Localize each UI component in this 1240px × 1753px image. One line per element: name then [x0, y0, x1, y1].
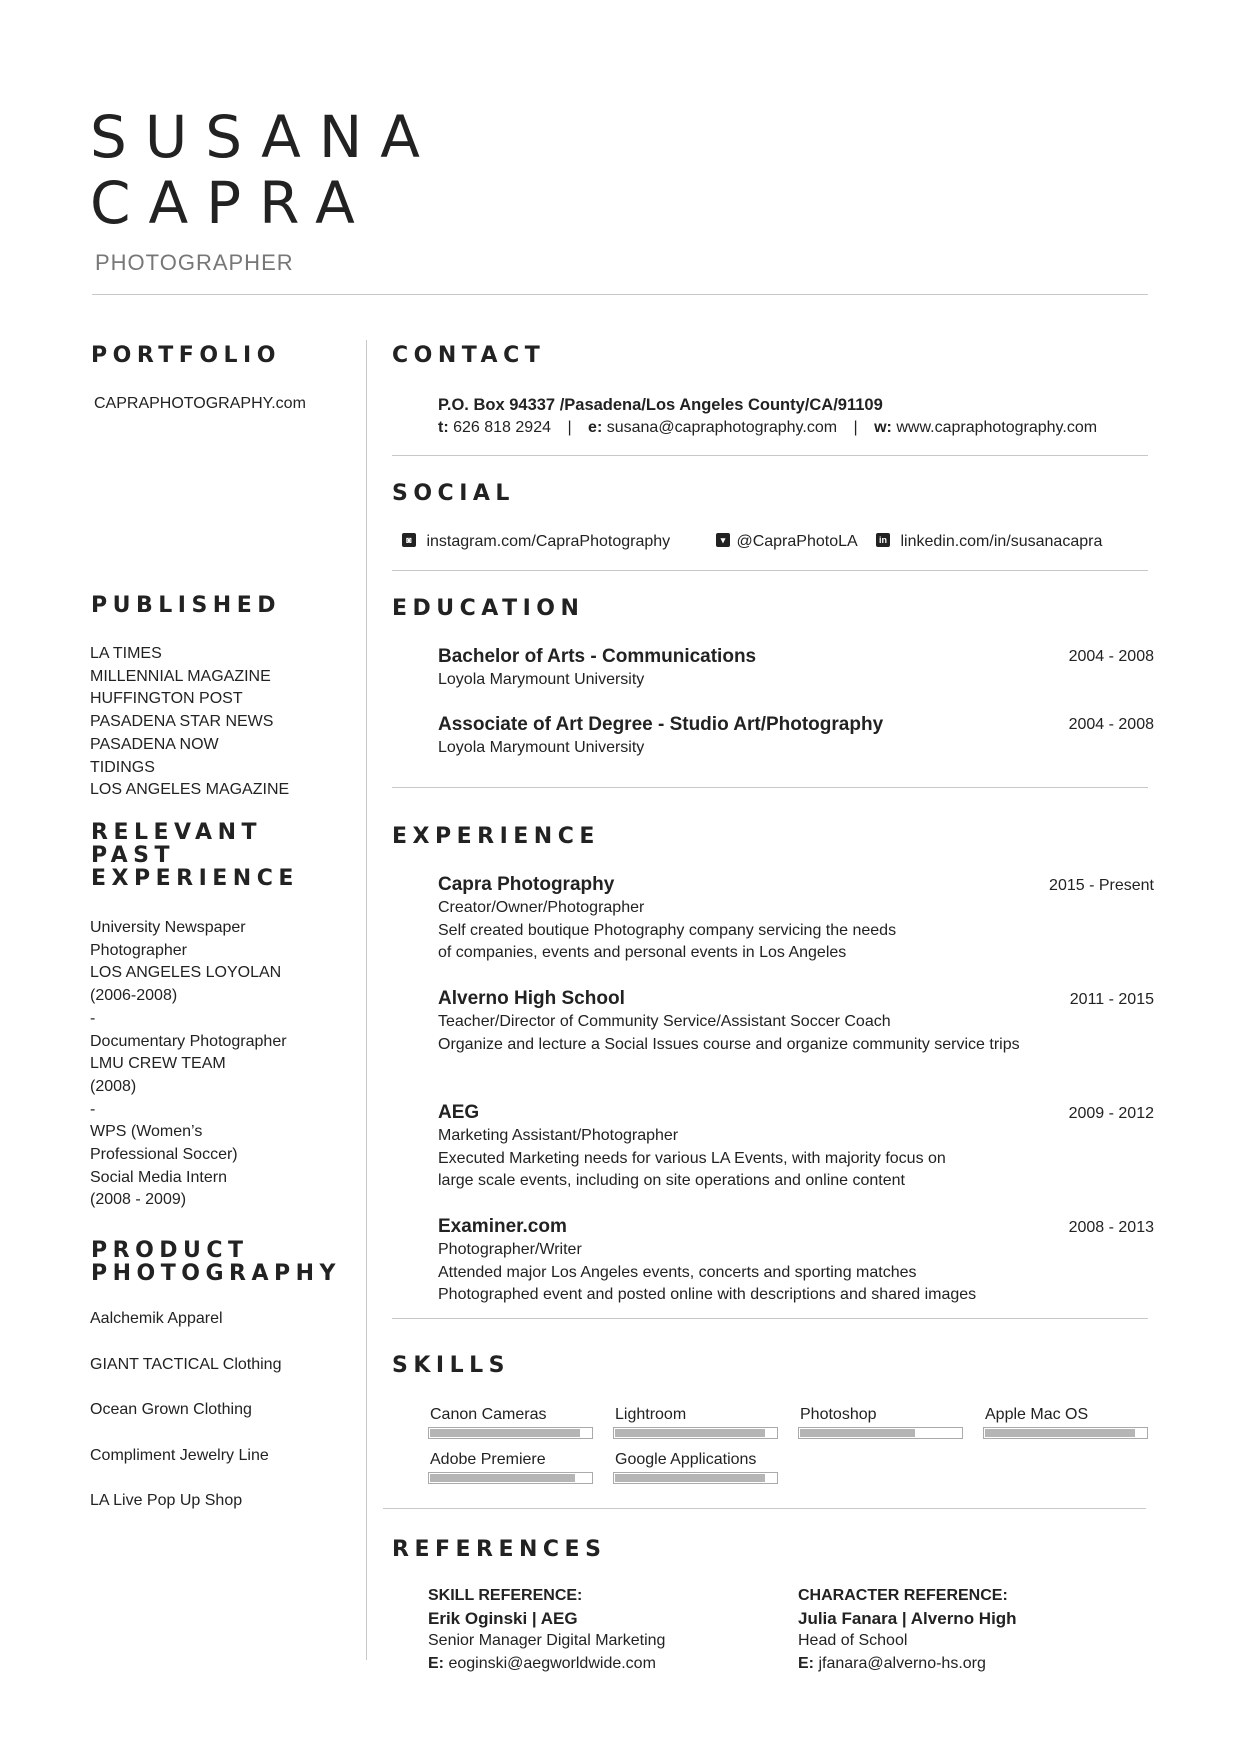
phone-value[interactable]: 626 818 2924	[453, 419, 551, 436]
experience-dates: 2011 - 2015	[1069, 991, 1154, 1008]
relevant-line: Photographer	[90, 941, 187, 959]
experience-divider	[392, 1318, 1148, 1319]
education-divider	[392, 787, 1148, 788]
twitter-icon: ▾	[716, 533, 730, 547]
relevant-line: WPS (Women’s	[90, 1123, 203, 1141]
experience-item	[438, 1215, 976, 1307]
product-item: Ocean Grown Clothing	[90, 1401, 252, 1418]
job-description: Organize and lecture a Social Issues course and organize community service trips	[438, 1035, 1020, 1053]
skill-label: Google Applications	[615, 1451, 757, 1468]
experience-item	[438, 987, 1020, 1056]
product-photography-heading: PRODUCT PHOTOGRAPHY	[91, 1238, 341, 1286]
social-linkedin[interactable]	[876, 531, 1102, 554]
skill-level-fill	[430, 1429, 580, 1437]
skill-label: Apple Mac OS	[985, 1406, 1089, 1423]
first-name: SUSANA	[90, 103, 438, 171]
reference-label: SKILL REFERENCE:	[428, 1587, 583, 1604]
social-divider	[392, 570, 1148, 571]
job-description: Self created boutique Photography company servicing the needs	[438, 921, 897, 939]
job-description: Executed Marketing needs for various LA Events, with majority focus on	[438, 1149, 946, 1167]
skill-level-bar	[613, 1427, 778, 1439]
contact-heading: CONTACT	[392, 343, 546, 368]
company-name: Capra Photography	[438, 874, 615, 895]
job-title: PHOTOGRAPHER	[95, 250, 294, 275]
education-item	[438, 645, 756, 692]
skill-item	[983, 1405, 1148, 1439]
social-instagram[interactable]	[402, 531, 670, 554]
relevant-experience-list	[90, 917, 287, 1212]
relevant-line: (2006-2008)	[90, 987, 178, 1005]
experience-dates: 2008 - 2013	[1068, 1219, 1154, 1236]
skill-level-bar	[428, 1472, 593, 1484]
job-description: large scale events, including on site operations and online content	[438, 1172, 905, 1190]
experience-dates: 2009 - 2012	[1068, 1105, 1154, 1122]
relevant-experience-heading: RELEVANT PAST EXPERIENCE	[91, 820, 299, 891]
reference-email-label: E:	[798, 1655, 814, 1673]
product-item: Aalchemik Apparel	[90, 1310, 223, 1327]
twitter-handle[interactable]: @CapraPhotoLA	[736, 533, 858, 550]
company-name: Examiner.com	[438, 1216, 567, 1237]
relevant-line: University Newspaper	[90, 919, 246, 936]
linkedin-icon: in	[876, 533, 890, 547]
web-label: w:	[874, 419, 892, 436]
reference-label: CHARACTER REFERENCE:	[798, 1587, 1008, 1604]
skill-level-bar	[613, 1472, 778, 1484]
skill-level-fill	[615, 1429, 765, 1437]
school-name: Loyola Marymount University	[438, 671, 645, 688]
email-link[interactable]: susana@capraphotography.com	[606, 419, 838, 436]
education-heading: EDUCATION	[392, 596, 585, 621]
experience-item	[438, 873, 896, 965]
reference-email[interactable]: eoginski@aegworldwide.com	[448, 1655, 656, 1673]
reference-name: Julia Fanara | Alverno High	[798, 1608, 1017, 1628]
job-role: Teacher/Director of Community Service/Assistant Soccer Coach	[438, 1013, 891, 1030]
product-item: LA Live Pop Up Shop	[90, 1492, 243, 1509]
contact-line	[438, 417, 1097, 440]
phone-label: t:	[438, 419, 449, 436]
skill-item	[428, 1405, 593, 1439]
character-reference	[798, 1585, 1017, 1676]
relevant-line: LMU CREW TEAM	[90, 1055, 226, 1073]
last-name: CAPRA	[90, 169, 373, 237]
company-name: AEG	[438, 1102, 480, 1123]
job-role: Marketing Assistant/Photographer	[438, 1127, 679, 1144]
column-divider	[366, 340, 367, 1660]
education-dates: 2004 - 2008	[1068, 648, 1154, 665]
skill-reference	[428, 1585, 665, 1676]
social-heading: SOCIAL	[392, 481, 515, 506]
relevant-line: Documentary Photographer	[90, 1032, 287, 1050]
skill-item	[798, 1405, 963, 1439]
skill-level-bar	[983, 1427, 1148, 1439]
web-link[interactable]: www.capraphotography.com	[896, 419, 1098, 436]
degree-title: Bachelor of Arts - Communications	[438, 646, 757, 667]
job-description: Photographed event and posted online with descriptions and shared images	[438, 1286, 977, 1304]
reference-name: Erik Oginski | AEG	[428, 1608, 578, 1628]
experience-item	[438, 1101, 946, 1193]
skill-level-bar	[798, 1427, 963, 1439]
education-item	[438, 713, 883, 760]
published-item: PASADENA STAR NEWS	[90, 713, 274, 731]
skill-label: Adobe Premiere	[430, 1451, 546, 1468]
relevant-line: Professional Soccer)	[90, 1146, 238, 1164]
social-twitter[interactable]	[716, 531, 858, 554]
skill-level-fill	[430, 1474, 575, 1482]
separator: |	[853, 419, 858, 436]
experience-dates: 2015 - Present	[1049, 877, 1154, 894]
job-role: Creator/Owner/Photographer	[438, 899, 645, 916]
contact-divider	[392, 455, 1148, 456]
skill-level-fill	[800, 1429, 915, 1437]
references-heading: REFERENCES	[392, 1537, 607, 1562]
reference-email-label: E:	[428, 1655, 444, 1673]
product-item: GIANT TACTICAL Clothing	[90, 1355, 282, 1373]
header-divider	[92, 294, 1148, 295]
company-name: Alverno High School	[438, 988, 625, 1009]
published-item: TIDINGS	[90, 758, 155, 776]
job-description: of companies, events and personal events in Los Angeles	[438, 944, 847, 962]
skills-divider	[383, 1508, 1146, 1509]
portfolio-heading: PORTFOLIO	[91, 343, 281, 368]
separator: |	[567, 419, 572, 436]
skill-label: Photoshop	[800, 1406, 877, 1423]
school-name: Loyola Marymount University	[438, 739, 645, 756]
published-list	[90, 643, 289, 802]
skill-label: Canon Cameras	[430, 1406, 547, 1423]
skills-heading: SKILLS	[392, 1353, 510, 1378]
skill-level-fill	[985, 1429, 1135, 1437]
relevant-line: -	[90, 1009, 96, 1027]
email-label: e:	[588, 419, 603, 436]
published-item: LA TIMES	[90, 645, 162, 662]
published-item: HUFFINGTON POST	[90, 690, 243, 708]
relevant-line: (2008)	[90, 1077, 137, 1095]
product-list	[90, 1296, 281, 1524]
reference-email[interactable]: jfanara@alverno-hs.org	[818, 1655, 986, 1673]
published-item: LOS ANGELES MAGAZINE	[90, 781, 290, 799]
instagram-link[interactable]: instagram.com/CapraPhotography	[426, 533, 671, 550]
contact-address: P.O. Box 94337 /Pasadena/Los Angeles County/CA/91109	[438, 396, 883, 414]
skill-item	[428, 1450, 593, 1484]
education-dates: 2004 - 2008	[1068, 716, 1154, 733]
relevant-line: (2008 - 2009)	[90, 1191, 187, 1209]
degree-title: Associate of Art Degree - Studio Art/Photography	[438, 714, 884, 735]
job-description: Attended major Los Angeles events, concerts and sporting matches	[438, 1263, 917, 1281]
published-heading: PUBLISHED	[91, 593, 282, 618]
relevant-line: -	[90, 1100, 96, 1118]
product-item: Compliment Jewelry Line	[90, 1446, 269, 1464]
reference-title: Head of School	[798, 1632, 908, 1650]
portfolio-link[interactable]: CAPRAPHOTOGRAPHY.com	[94, 395, 306, 412]
job-role: Photographer/Writer	[438, 1241, 582, 1258]
skill-label: Lightroom	[615, 1406, 687, 1423]
reference-title: Senior Manager Digital Marketing	[428, 1632, 666, 1650]
published-item: MILLENNIAL MAGAZINE	[90, 667, 271, 685]
instagram-icon: ◙	[402, 533, 416, 547]
skill-item	[613, 1405, 778, 1439]
relevant-line: Social Media Intern	[90, 1168, 227, 1186]
experience-heading: EXPERIENCE	[392, 824, 600, 849]
relevant-line: LOS ANGELES LOYOLAN	[90, 964, 282, 982]
skill-level-fill	[615, 1474, 765, 1482]
skill-level-bar	[428, 1427, 593, 1439]
published-item: PASADENA NOW	[90, 735, 219, 753]
linkedin-link[interactable]: linkedin.com/in/susanacapra	[900, 533, 1103, 550]
skill-item	[613, 1450, 778, 1484]
